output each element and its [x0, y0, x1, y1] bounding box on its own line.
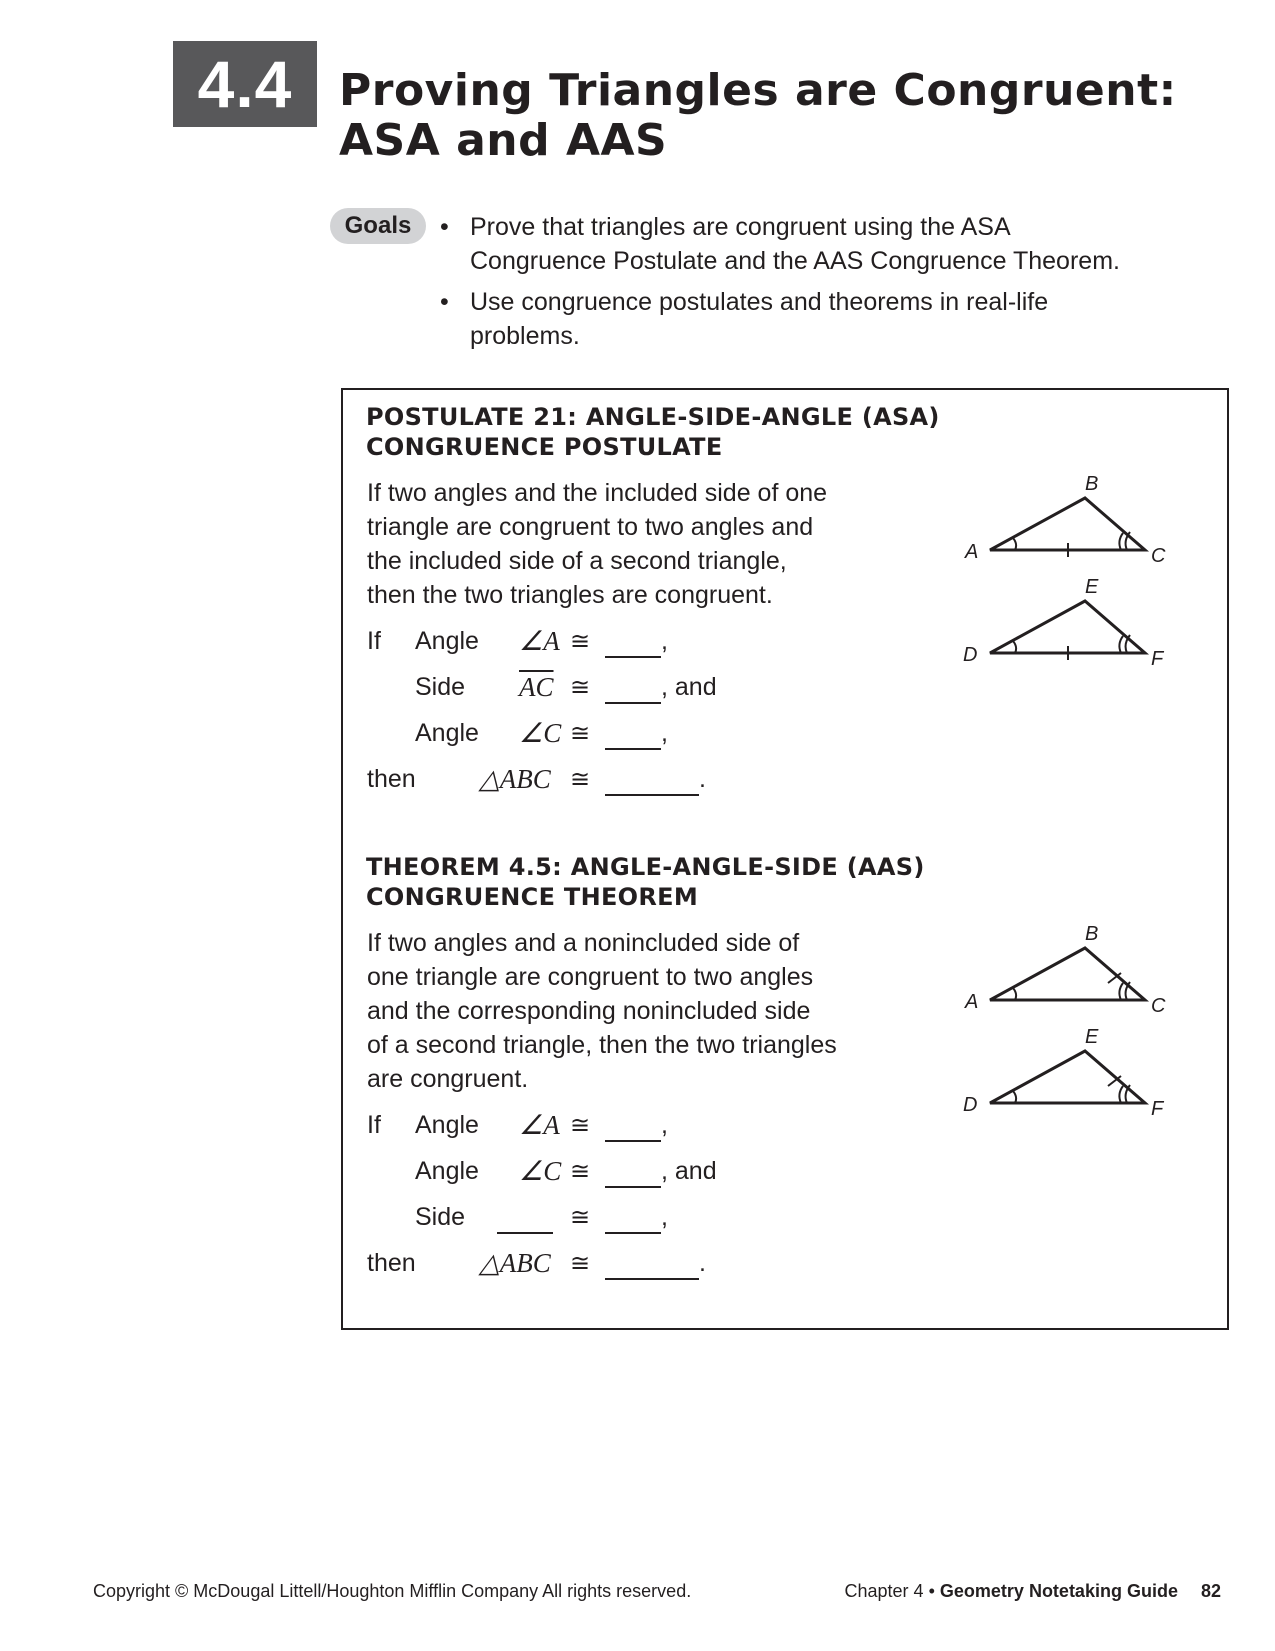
- vertex-label-e: E: [1085, 576, 1099, 598]
- bullet-icon: •: [440, 288, 449, 316]
- postulate-text-line: then the two triangles are congruent.: [367, 581, 773, 609]
- theorem-heading: [366, 852, 925, 912]
- postulate-heading-line-1: POSTULATE 21: ANGLE-SIDE-ANGLE (ASA): [366, 403, 940, 431]
- angle-arc-f: [1119, 636, 1123, 653]
- statement-expression: ∠A: [519, 1110, 560, 1140]
- theorem-text-line: one triangle are congruent to two angles: [367, 963, 814, 991]
- statement-lead: then: [367, 765, 416, 793]
- statement-kind: Angle: [415, 1157, 479, 1185]
- vertex-label-a: A: [965, 541, 979, 563]
- goal-text-line: Prove that triangles are congruent using the ASA: [470, 213, 1011, 241]
- angle-arc-d: [1013, 1091, 1016, 1103]
- congruent-symbol: ≅: [570, 1157, 591, 1185]
- congruent-symbol: ≅: [570, 1249, 591, 1277]
- statement-tail: , and: [661, 1157, 717, 1185]
- statement-lead: then: [367, 1249, 416, 1277]
- title-line-1: Proving Triangles are Congruent:: [339, 65, 1177, 116]
- triangle-def: [990, 1051, 1145, 1103]
- answer-blank[interactable]: [605, 674, 661, 704]
- vertex-label-c: C: [1151, 545, 1166, 567]
- statement-tail: ,: [661, 1203, 668, 1231]
- copyright-notice: Copyright © McDougal Littell/Houghton Mifflin Company All rights reserved.: [93, 1581, 692, 1601]
- congruent-symbol: ≅: [570, 719, 591, 747]
- theorem-heading-line-2: CONGRUENCE THEOREM: [366, 883, 699, 911]
- postulate-text-line: If two angles and the included side of one: [367, 479, 828, 507]
- statement-expression: ∠C: [519, 1156, 562, 1186]
- goals-badge: Goals: [330, 208, 426, 244]
- statement-expression: ∠C: [519, 718, 562, 748]
- vertex-label-c: C: [1151, 995, 1166, 1017]
- congruent-symbol: ≅: [570, 1111, 591, 1139]
- section-number-badge: 4.4: [173, 41, 317, 127]
- answer-blank[interactable]: [605, 1204, 661, 1234]
- vertex-label-b: B: [1085, 923, 1099, 945]
- footer-separator: •: [928, 1581, 935, 1601]
- statement-expression: △ABC: [479, 1248, 551, 1278]
- congruent-symbol: ≅: [570, 627, 591, 655]
- statement-tail: , and: [661, 673, 717, 701]
- answer-blank[interactable]: [605, 628, 661, 658]
- congruent-symbol: ≅: [570, 673, 591, 701]
- goal-text-line: Use congruence postulates and theorems in real-life: [470, 288, 1049, 316]
- statement-tail: ,: [661, 1111, 668, 1139]
- statement-expression: △ABC: [479, 764, 551, 794]
- statement-kind: Angle: [415, 719, 479, 747]
- vertex-label-b: B: [1085, 473, 1099, 495]
- theorem-text-line: are congruent.: [367, 1065, 529, 1093]
- postulate-heading-line-2: CONGRUENCE POSTULATE: [366, 433, 723, 461]
- statement-kind: Side: [415, 673, 466, 701]
- theorem-text: [367, 926, 927, 1096]
- goals-list: [440, 210, 1220, 360]
- page-title: [339, 66, 1177, 166]
- theorem-text-line: and the corresponding nonincluded side: [367, 997, 811, 1025]
- vertex-label-a: A: [965, 991, 979, 1013]
- statement-kind: Angle: [415, 627, 479, 655]
- vertex-label-e: E: [1085, 1026, 1099, 1048]
- goal-item: [440, 285, 1220, 353]
- statement-tail: .: [699, 765, 706, 793]
- statement-kind: Angle: [415, 1111, 479, 1139]
- vertex-label-d: D: [963, 644, 978, 666]
- goal-text-line: problems.: [470, 322, 580, 350]
- angle-arc-c: [1119, 533, 1123, 550]
- postulate-heading: [366, 402, 940, 462]
- triangle-def: [990, 601, 1145, 653]
- theorem-heading-line-1: THEOREM 4.5: ANGLE-ANGLE-SIDE (AAS): [366, 853, 925, 881]
- postulate-text: [367, 476, 927, 612]
- vertex-label-f: F: [1151, 1098, 1164, 1120]
- page-footer: [845, 1581, 1222, 1602]
- postulate-text-line: the included side of a second triangle,: [367, 547, 787, 575]
- answer-blank[interactable]: [605, 720, 661, 750]
- chapter-label: Chapter 4: [844, 1581, 924, 1601]
- title-line-2: ASA and AAS: [339, 115, 668, 166]
- statement-tail: ,: [661, 719, 668, 747]
- answer-blank[interactable]: [605, 1250, 699, 1280]
- triangle-abc: [990, 498, 1145, 550]
- theorem-text-line: of a second triangle, then the two triangles: [367, 1031, 837, 1059]
- vertex-label-d: D: [963, 1094, 978, 1116]
- answer-blank[interactable]: [605, 1158, 661, 1188]
- statement-lead: If: [367, 1111, 381, 1139]
- statement-kind: Side: [415, 1203, 466, 1231]
- congruent-symbol: ≅: [570, 765, 591, 793]
- angle-arc-f: [1119, 1086, 1123, 1103]
- vertex-label-f: F: [1151, 648, 1164, 670]
- aas-triangles-figure: [955, 920, 1185, 1140]
- bullet-icon: •: [440, 213, 449, 241]
- side-name-blank[interactable]: [497, 1204, 553, 1234]
- page-number: 82: [1200, 1581, 1221, 1601]
- angle-arc-a: [1013, 538, 1016, 550]
- statement-expression: $\overline{AC}$: [519, 672, 554, 702]
- goal-item: [440, 210, 1220, 278]
- statement-tail: .: [699, 1249, 706, 1277]
- statement-expression: ∠A: [519, 626, 560, 656]
- angle-arc-d: [1013, 641, 1016, 653]
- answer-blank[interactable]: [605, 766, 699, 796]
- asa-triangles-figure: [955, 470, 1185, 690]
- angle-arc-c: [1119, 983, 1123, 1000]
- answer-blank[interactable]: [605, 1112, 661, 1142]
- postulate-text-line: triangle are congruent to two angles and: [367, 513, 814, 541]
- congruent-symbol: ≅: [570, 1203, 591, 1231]
- statement-lead: If: [367, 627, 381, 655]
- triangle-abc: [990, 948, 1145, 1000]
- angle-arc-a: [1013, 988, 1016, 1000]
- statement-tail: ,: [661, 627, 668, 655]
- theorem-text-line: If two angles and a nonincluded side of: [367, 929, 800, 957]
- goal-text-line: Congruence Postulate and the AAS Congruence Theorem.: [470, 247, 1120, 275]
- book-title: Geometry Notetaking Guide: [939, 1581, 1178, 1601]
